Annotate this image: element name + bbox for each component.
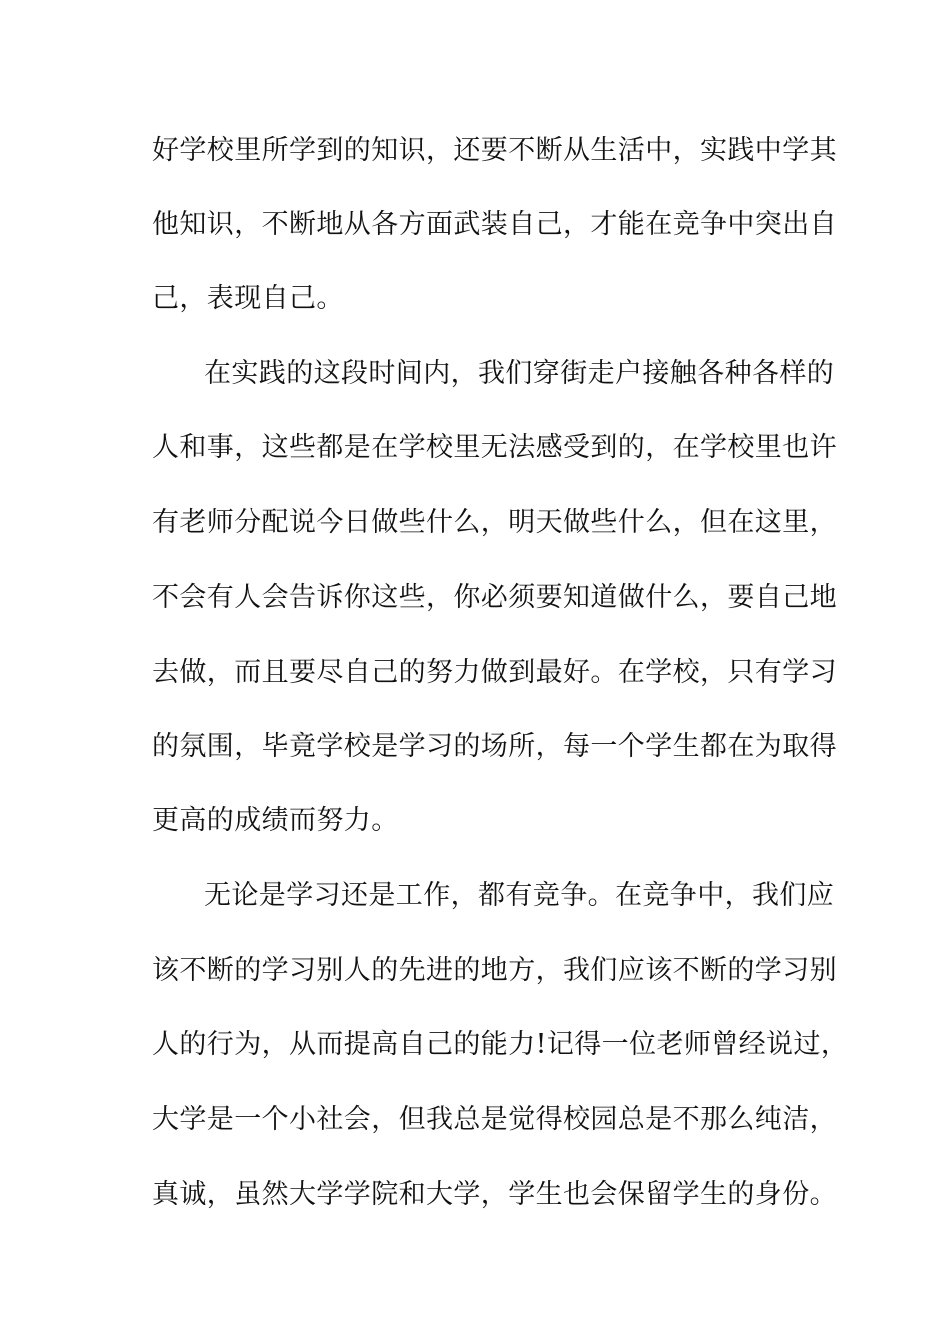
text-line-4: 在实践的这段时间内，我们穿街走户接触各种各样的 (204, 358, 835, 389)
text-line-10: 更高的成绩而努力。 (152, 805, 399, 836)
text-line-8: 去做，而且要尽自己的努力做到最好。在学校，只有学习 (152, 657, 837, 688)
text-line-2: 他知识，不断地从各方面武装自己，才能在竞争中突出自 (152, 209, 837, 240)
text-line-6: 有老师分配说今日做些什么，明天做些什么，但在这里， (152, 507, 837, 538)
text-line-11: 无论是学习还是工作，都有竞争。在竞争中，我们应 (204, 880, 835, 911)
text-line-13: 人的行为，从而提高自己的能力!记得一位老师曾经说过， (152, 1029, 849, 1060)
text-line-7: 不会有人会告诉你这些，你必须要知道做什么，要自己地 (152, 582, 837, 613)
text-line-14: 大学是一个小社会，但我总是觉得校园总是不那么纯洁， (152, 1104, 837, 1135)
text-line-12: 该不断的学习别人的先进的地方，我们应该不断的学习别 (152, 955, 837, 986)
text-line-15: 真诚，虽然大学学院和大学，学生也会保留学生的身份。 (152, 1179, 837, 1210)
text-line-1: 好学校里所学到的知识，还要不断从生活中，实践中学其 (152, 135, 837, 166)
text-line-9: 的氛围，毕竟学校是学习的场所，每一个学生都在为取得 (152, 731, 837, 762)
text-line-5: 人和事，这些都是在学校里无法感受到的，在学校里也许 (152, 432, 837, 463)
text-line-3: 己，表现自己。 (152, 283, 344, 314)
